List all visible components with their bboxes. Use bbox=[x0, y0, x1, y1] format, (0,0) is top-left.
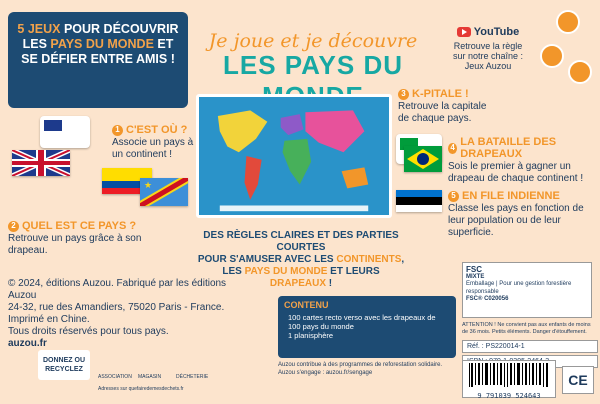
barcode bbox=[462, 360, 556, 398]
world-map bbox=[196, 94, 392, 218]
tagline-highlight: PAYS DU MONDE bbox=[244, 266, 328, 277]
game-description: Retrouve la capitale de chaque pays. bbox=[398, 101, 487, 124]
contents-item: 100 cartes recto verso avec les drapeaux de 100 pays du monde bbox=[288, 313, 436, 331]
antarctica bbox=[220, 205, 368, 211]
tagline-text: , bbox=[401, 254, 405, 265]
warning-text: ATTENTION ! Ne convient pas aux enfants de moins de 36 mois. Petits éléments. Danger d'étouffement. bbox=[462, 322, 591, 335]
reference-number: Réf. : PS220014-1 bbox=[462, 340, 598, 353]
tagline-text: ET LEURS bbox=[327, 266, 380, 277]
intro-text: POUR DÉCOUVRIR LES bbox=[22, 22, 179, 51]
brazil-flag-icon bbox=[404, 146, 442, 172]
youtube-text-1: Retrouve la règle bbox=[453, 41, 523, 51]
intro-highlight-2: PAYS DU MONDE bbox=[50, 37, 154, 51]
game-description: Retrouve un pays grâce à son drapeau. bbox=[8, 233, 142, 256]
uk-flag-icon bbox=[44, 120, 62, 131]
players-icon bbox=[540, 44, 564, 68]
auzou-note-line: Auzou s'engage : auzou.fr/sengage bbox=[278, 369, 373, 376]
intro-panel bbox=[8, 12, 188, 108]
recycle-association: ASSOCIATION bbox=[98, 374, 132, 380]
flag-card bbox=[40, 116, 90, 148]
ce-mark: CE bbox=[562, 366, 594, 394]
tagline-highlight: CONTINENTS bbox=[336, 254, 402, 265]
game-3 bbox=[398, 88, 498, 125]
world-map-svg bbox=[199, 97, 389, 215]
youtube-brand: YouTube bbox=[473, 26, 520, 38]
north-america bbox=[218, 110, 267, 152]
asia bbox=[305, 110, 364, 152]
fsc-label bbox=[462, 262, 592, 318]
tagline-text: LES bbox=[222, 266, 245, 277]
copyright-line: © 2024, éditions Auzou. Fabriqué par les éditions Auzou bbox=[8, 278, 227, 301]
game-description: Sois le premier à gagner un drapeau de chaque continent ! bbox=[448, 161, 584, 184]
website-link[interactable]: auzou.fr bbox=[8, 338, 47, 349]
copyright-line: Tous droits réservés pour tous pays. bbox=[8, 326, 169, 337]
timer-icon bbox=[556, 10, 580, 34]
game-1 bbox=[112, 124, 196, 161]
svg-text:★: ★ bbox=[144, 180, 153, 190]
contents-panel bbox=[278, 296, 456, 358]
game-title: K-PITALE ! bbox=[412, 88, 469, 100]
barcode-number: 9 791039 524643 bbox=[477, 392, 541, 400]
youtube-text-3: Jeux Auzou bbox=[464, 61, 512, 71]
drc-flag-icon bbox=[140, 178, 188, 206]
oceania bbox=[342, 167, 369, 188]
fsc-code: FSC® C020056 bbox=[466, 296, 509, 302]
title-line-1: Je joue et je découvre bbox=[208, 30, 418, 52]
game-number: 3 bbox=[398, 89, 409, 100]
barcode-bars bbox=[463, 361, 555, 387]
contents-heading: CONTENU bbox=[284, 300, 329, 310]
tagline-highlight: DRAPEAUX bbox=[269, 278, 326, 289]
game-description: Associe un pays à un continent ! bbox=[112, 137, 194, 160]
game-number: 5 bbox=[448, 191, 459, 202]
youtube-block bbox=[440, 26, 536, 71]
recycle-label: DONNEZ OU RECYCLEZ bbox=[38, 350, 90, 380]
game-title: QUEL EST CE PAYS ? bbox=[22, 220, 137, 232]
estonia-flag-icon bbox=[396, 190, 442, 212]
game-description: Classe les pays en fonction de leur population ou de leur superficie. bbox=[448, 203, 584, 238]
game-5 bbox=[448, 190, 596, 239]
africa bbox=[283, 139, 312, 185]
europe bbox=[281, 114, 304, 135]
recycle-dech: DÉCHETERIE bbox=[176, 374, 209, 380]
game-4 bbox=[448, 136, 596, 185]
game-2 bbox=[8, 220, 148, 257]
game-number: 4 bbox=[448, 143, 457, 154]
intro-text-2: ET SE DÉFIER ENTRE AMIS ! bbox=[21, 37, 175, 66]
south-america bbox=[245, 156, 262, 200]
game-title: LA BATAILLE DES DRAPEAUX bbox=[460, 136, 557, 160]
copyright-line: Imprimé en Chine. bbox=[8, 314, 90, 325]
tagline-line-1: DES RÈGLES CLAIRES ET DES PARTIES COURTES bbox=[203, 230, 399, 253]
auzou-note bbox=[278, 362, 456, 388]
recycle-url: Adresses sur quefairedemesdechets.fr bbox=[98, 386, 184, 392]
fsc-mixte: MIXTE bbox=[466, 273, 485, 280]
copyright-line: 24-32, rue des Amandiers, 75020 Paris - France. bbox=[8, 302, 225, 313]
youtube-text-2: sur notre chaîne : bbox=[452, 51, 524, 61]
auzou-note-line: Auzou contribue à des programmes de reforestation solidaire. bbox=[278, 362, 443, 368]
game-title: EN FILE INDIENNE bbox=[462, 190, 560, 202]
play-icon bbox=[457, 27, 471, 37]
recycle-shop: MAGASIN bbox=[138, 374, 162, 380]
info-badges bbox=[540, 10, 596, 106]
contents-item: 1 planisphère bbox=[288, 331, 334, 340]
recycle-block bbox=[38, 346, 218, 394]
game-number: 2 bbox=[8, 221, 19, 232]
tagline-text: ! bbox=[326, 278, 333, 289]
tagline-text: POUR S'AMUSER AVEC LES bbox=[197, 254, 337, 265]
game-number: 1 bbox=[112, 125, 123, 136]
youtube-logo[interactable] bbox=[440, 26, 536, 38]
title-line-2: LES PAYS DU bbox=[222, 50, 404, 80]
game-title: C'EST OÙ ? bbox=[126, 124, 188, 136]
uk-flag-icon bbox=[12, 150, 70, 176]
intro-highlight: 5 JEUX bbox=[17, 22, 61, 36]
fsc-logo: FSC bbox=[466, 265, 482, 274]
age-icon bbox=[568, 60, 592, 84]
fsc-text: Emballage | Pour une gestion forestière responsable bbox=[466, 281, 572, 295]
copyright-block bbox=[8, 278, 238, 350]
